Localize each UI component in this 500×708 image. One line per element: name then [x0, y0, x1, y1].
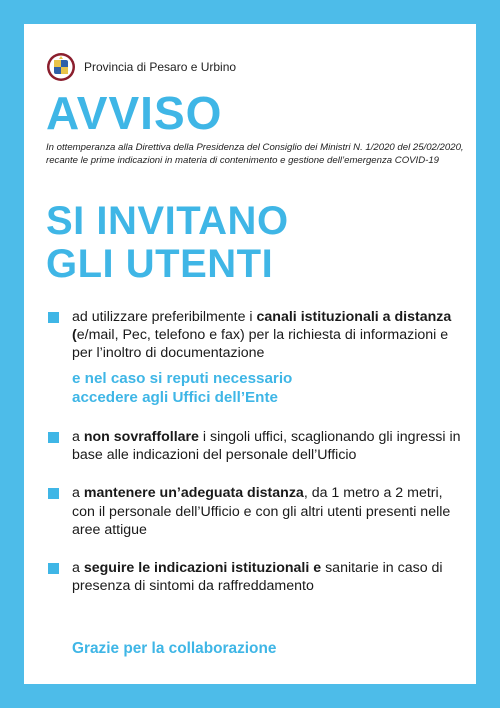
header-brand [46, 52, 236, 82]
notice-card [24, 24, 476, 684]
headline-line-1: SI INVITANO [46, 199, 289, 243]
list-item [46, 559, 466, 595]
bullet-square-icon [48, 563, 59, 574]
headline [46, 200, 289, 286]
thanks-message: Grazie per la collaborazione [72, 640, 277, 657]
bullet-square-icon [48, 432, 59, 443]
list-item [46, 308, 466, 363]
directive-reference: In ottemperanza alla Direttiva della Presidenza del Consiglio dei Ministri N. 1/2020 del 25/02/2020, recante le prime indicazioni in materia di contenimento e gestione dell’emergenza COVID-19 [46, 142, 464, 166]
organization-name: Provincia di Pesaro e Urbino [84, 60, 237, 74]
bullet-emphasis: canali istituzionali a distanza ( [72, 309, 452, 344]
headline-line-2: GLI UTENTI [46, 242, 274, 287]
bullet-text: a [72, 429, 84, 446]
access-condition-line-1: e nel caso si reputi necessario [72, 369, 293, 387]
list-item [46, 428, 466, 464]
bullet-text: , da 1 metro a 2 metri, con il personale dell’Ufficio e con gli altri utenti presenti nelle aree attigue [72, 485, 451, 538]
provincial-crest-icon [46, 52, 76, 82]
bullet-square-icon [48, 312, 59, 323]
bullet-text: e/mail, Pec, telefono e fax) per la richiesta di informazioni e per l’inoltro di documentazione [72, 327, 449, 362]
bullet-text: ad utilizzare preferibilmente i [72, 309, 257, 325]
bullet-emphasis: mantenere un’adeguata distanza [83, 485, 304, 502]
access-condition-line-2: accedere agli Uffici dell’Ente [72, 389, 278, 407]
bullet-text: a [72, 559, 84, 576]
instructions-list [46, 308, 466, 595]
bullet-text: sanitarie in caso di presenza di sintomi da raffreddamento [72, 559, 443, 595]
list-item [46, 484, 466, 539]
bullet-text: a [72, 485, 84, 502]
bullet-emphasis: non sovraffollare [83, 429, 199, 446]
bullet-emphasis: seguire le indicazioni istituzionali e [83, 559, 322, 576]
bullet-text: i singoli uffici, scaglionando gli ingressi in base alle indicazioni del personale dell’Ufficio [72, 429, 461, 464]
notice-title: AVVISO [46, 87, 223, 139]
bullet-square-icon [48, 488, 59, 499]
access-condition [46, 369, 466, 409]
